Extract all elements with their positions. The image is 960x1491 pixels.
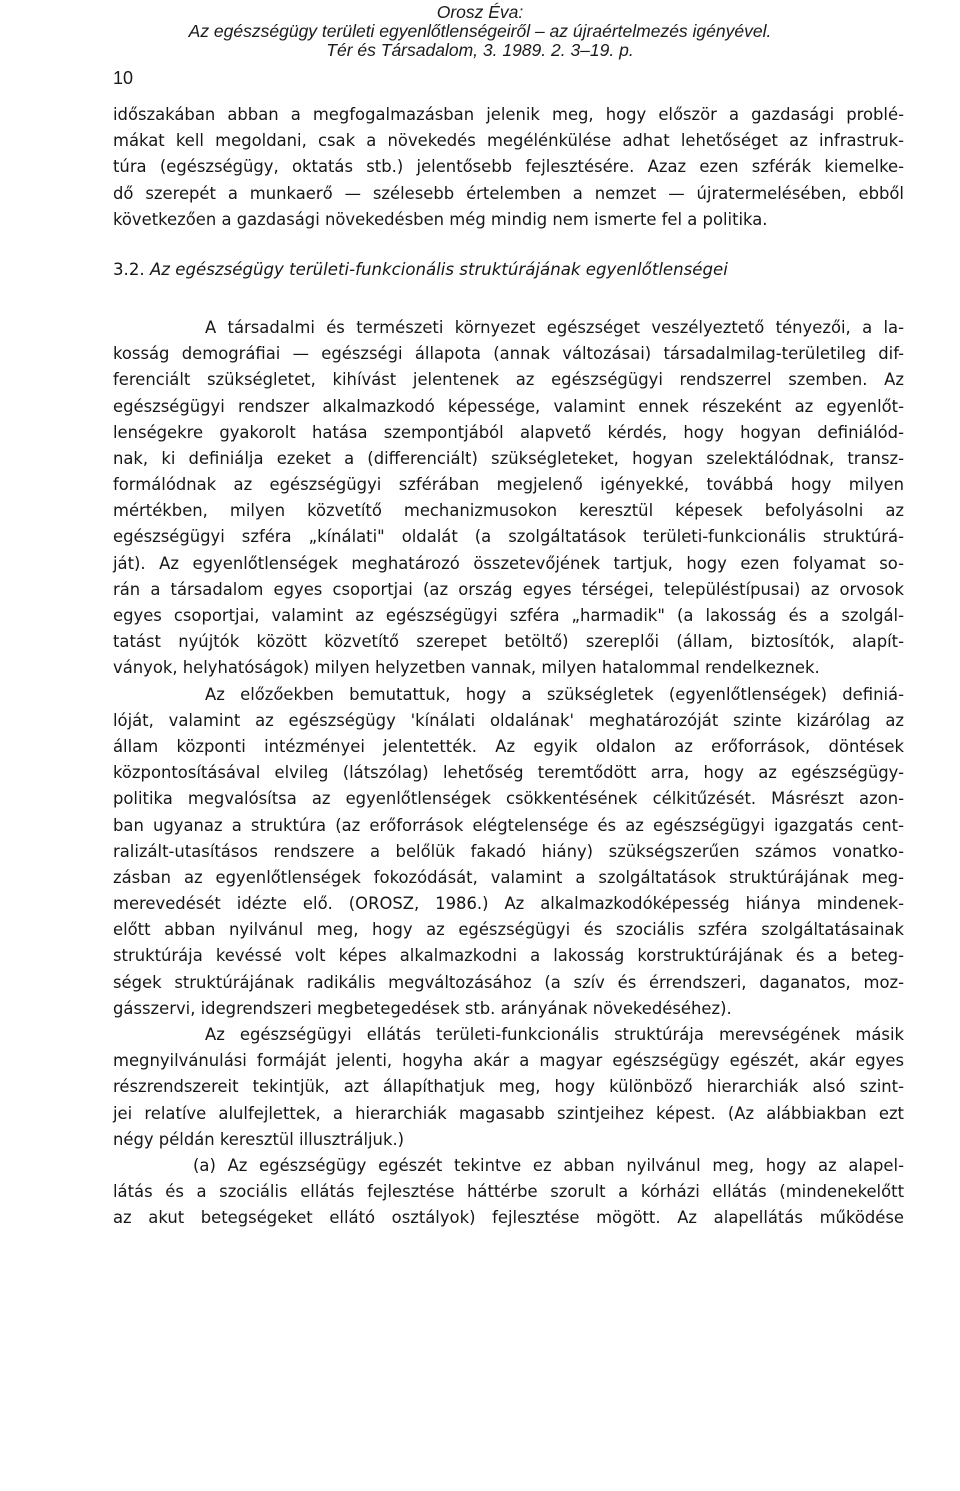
- page-number: 10: [113, 68, 134, 88]
- text-line: mákat kell megoldani, csak a növekedés megélénkülése adhat lehetőséget az infrastruk-: [113, 131, 904, 151]
- text-line: következően a gazdasági növekedésben még mindig nem ismerte fel a politika.: [113, 209, 768, 229]
- text-line: merevedését idézte elő. (OROSZ, 1986.) Az alkalmazkodóképesség hiánya mindenek-: [113, 894, 904, 914]
- section-number: 3.2.: [113, 259, 145, 279]
- text-line: struktúrája kevéssé volt képes alkalmazkodni a lakosság korstruktúrájának és a beteg-: [113, 946, 904, 966]
- text-line: ferenciált szükségletet, kihívást jelentenek az egészségügyi rendszerrel szemben. Az: [113, 370, 904, 390]
- text-line: zásban az egyenlőtlenségek fokozódását, valamint a szolgáltatások struktúrájának meg-: [113, 867, 904, 887]
- text-line: ványok, helyhatóságok) milyen helyzetben vannak, milyen hatalommal rendelkeznek.: [113, 658, 820, 678]
- text-line: Az egészségügyi ellátás területi-funkcionális struktúrája merevségének másik: [205, 1025, 904, 1044]
- section-title: Az egészségügy területi-funkcionális struktúrájának egyenlőtlenségei: [149, 259, 728, 279]
- text-line: előtt abban nyilvánul meg, hogy az egészségügyi és szociális szféra szolgáltatásainak: [113, 920, 904, 940]
- text-line: lóját, valamint az egészségügy 'kínálati oldalának' meghatározóját szinte kizárólag az: [113, 710, 904, 730]
- text-line: központosításával elvileg (látszólag) lehetőség teremtődött arra, hogy az egészségügy-: [113, 763, 904, 783]
- text-line: egészségügyi szféra „kínálati" oldalát (a szolgáltatások területi-funkcionális struktúrá-: [113, 527, 904, 547]
- text-line: túra (egészségügy, oktatás stb.) jelentősebb fejlesztésére. Azaz ezen szférák kiemelke-: [113, 157, 904, 177]
- text-line: politika megvalósítsa az egyenlőtlenségek csökkentésének célkitűzését. Másrészt azon-: [113, 789, 904, 809]
- text-line: ralizált-utasításos rendszere a belőlük fakadó hiány) szükségszerűen számos vonatko-: [113, 841, 904, 861]
- text-line: állam központi intézményei jelentették. Az egyik oldalon az erőforrások, döntések: [113, 736, 904, 756]
- text-line: dő szerepét a munkaerő — szélesebb értelemben a nemzet — újratermelésében, ebből: [113, 183, 904, 203]
- text-line: ban ugyanaz a struktúra (az erőforrások elégtelensége és az egészségügyi igazgatás cent-: [113, 815, 904, 835]
- text-line: az akut betegségeket ellátó osztályok) fejlesztése mögött. Az alapellátás működése: [113, 1208, 904, 1228]
- text-line: Az előzőekben bemutattuk, hogy a szükségletek (egyenlőtlenségek) definiá-: [205, 684, 904, 704]
- text-line: tatást nyújtók között közvetítő szerepet betöltő) szereplői (állam, biztosítók, alapít-: [113, 632, 904, 652]
- text-line: rán a társadalom egyes csoportjai (az ország egyes térségei, településtípusai) az orvosok: [113, 579, 904, 599]
- header-author: Orosz Éva:: [436, 2, 524, 22]
- text-line: kosság demográfiai — egészségi állapota (annak változásai) társadalmilag-területileg dif-: [113, 344, 904, 364]
- text-line: látás és a szociális ellátás fejlesztése háttérbe szorult a kórházi ellátás (mindenekelőtt: [113, 1182, 904, 1202]
- text-line: egészségügyi rendszer alkalmazkodó képessége, valamint ennek részeként az egyenlőt-: [113, 396, 904, 416]
- text-line: lenségekre gyakorolt hatása szempontjából alapvető kérdés, hogy hogyan definiálód-: [113, 422, 904, 442]
- paragraph-4: [113, 1153, 904, 1232]
- running-header: [0, 3, 960, 60]
- text-line: megnyilvánulási formáját jelenti, hogyha akár a magyar egészségügy egészét, akár egyes: [113, 1051, 904, 1071]
- text-line: részrendszereit tekintjük, azt állapíthatjuk meg, hogy különböző hierarchiák alsó szint-: [113, 1077, 904, 1097]
- page-body: [113, 102, 904, 1232]
- text-line: mértékben, milyen közvetítő mechanizmusokon keresztül képesek befolyásolni az: [113, 501, 904, 521]
- paragraph-3: [113, 1022, 904, 1153]
- text-line: formálódnak az egészségügyi szférában megjelenő igényekké, továbbá hogy milyen: [113, 475, 904, 495]
- section-heading: [113, 257, 904, 283]
- text-line: jei relatíve alulfejlettek, a hierarchiák magasabb szintjeihez képest. (Az alábbiakban ezt: [113, 1103, 904, 1123]
- text-line: ségek struktúrájának radikális megváltozásához (a szív és érrendszeri, daganatos, moz-: [113, 972, 904, 992]
- text-line: gásszervi, idegrendszeri megbetegedések stb. arányának növekedéséhez).: [113, 998, 732, 1018]
- text-line: időszakában abban a megfogalmazásban jelenik meg, hogy először a gazdasági problé-: [113, 105, 904, 124]
- paragraph-2: [113, 682, 904, 1022]
- header-title: Az egészségügy területi egyenlőtlenségeiről – az újraértelmezés igényével.: [188, 21, 772, 41]
- text-line: négy példán keresztül illusztráljuk.): [113, 1129, 405, 1149]
- text-line: nak, ki definiálja ezeket a (differenciált) szükségleteket, hogyan szelektálódnak, transz-: [113, 448, 904, 468]
- text-line: A társadalmi és természeti környezet egészséget veszélyeztető tényezői, a la-: [205, 317, 904, 337]
- header-source: Tér és Társadalom, 3. 1989. 2. 3–19. p.: [326, 40, 634, 60]
- text-line: (a) Az egészségügy egészét tekintve ez abban nyilvánul meg, hogy az alapel-: [193, 1155, 904, 1175]
- text-line: ját). Az egyenlőtlenségek meghatározó összetevőjének tartjuk, hogy ezen folyamat so-: [113, 553, 904, 573]
- paragraph-1: [113, 315, 904, 682]
- intro-paragraph: [113, 102, 904, 233]
- text-line: egyes csoportjai, valamint az egészségügyi szféra „harmadik" (a lakosság és a szolgál-: [113, 606, 904, 625]
